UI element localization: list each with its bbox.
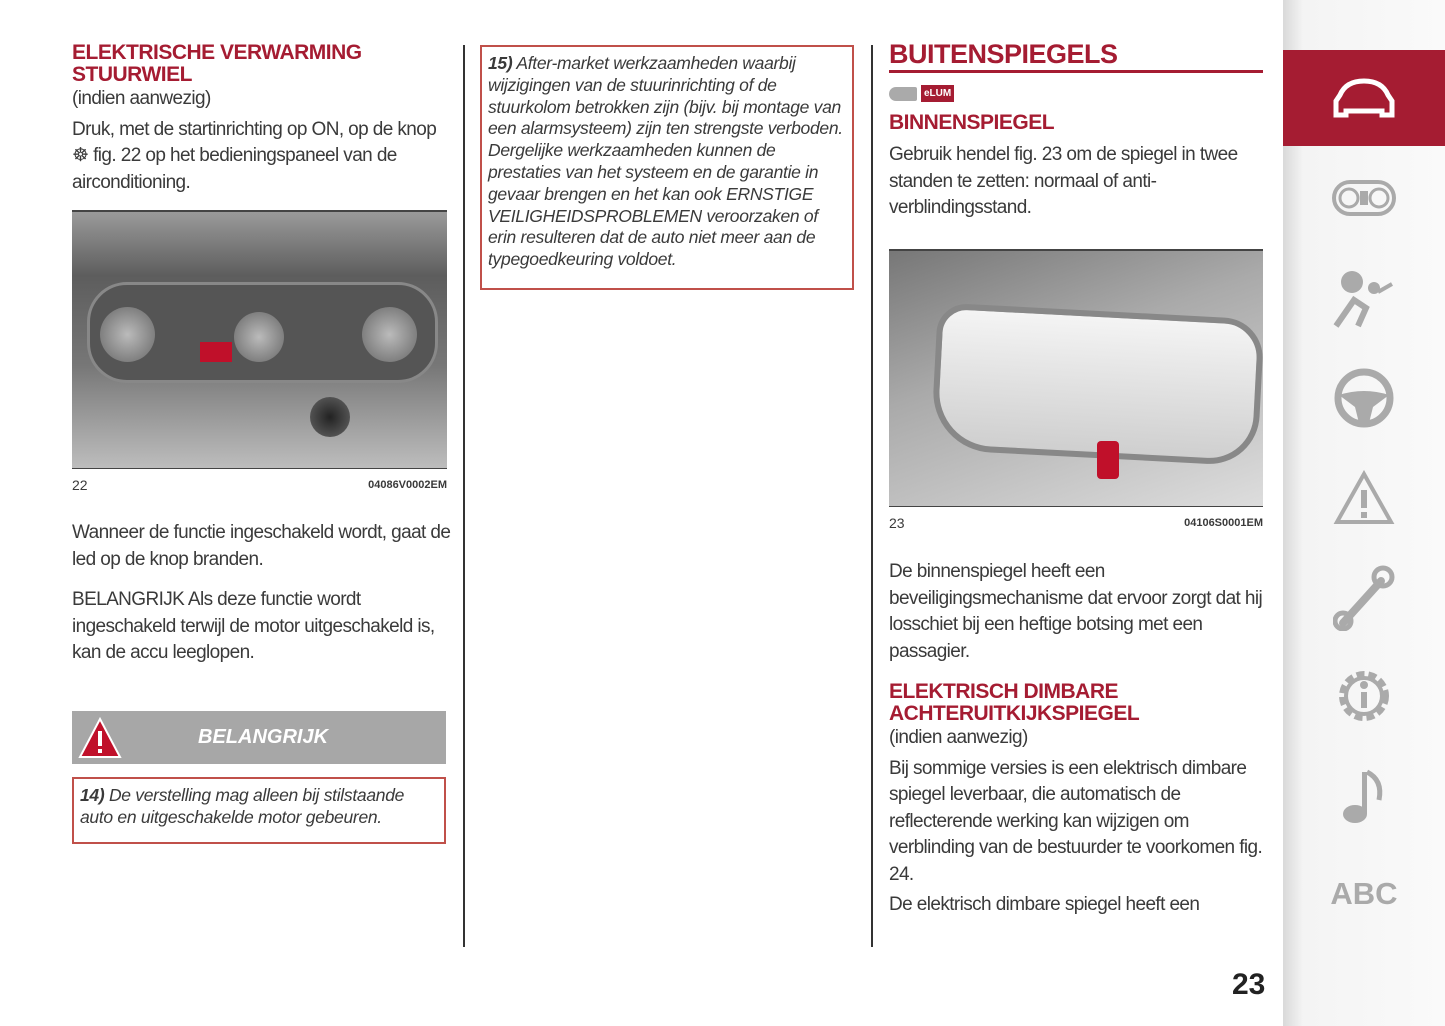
column-divider	[463, 45, 465, 947]
warning-icon	[1333, 470, 1395, 526]
figure-number: 23	[889, 515, 905, 531]
note-15	[480, 45, 854, 290]
sidebar-item-dashboard[interactable]	[1283, 150, 1445, 246]
chapter-sidebar	[1283, 0, 1445, 1026]
sidebar-item-emergency[interactable]	[1283, 450, 1445, 546]
warning-triangle-icon	[76, 715, 126, 761]
figure-caption	[72, 477, 447, 493]
subtitle: (indien aanwezig)	[889, 727, 1028, 748]
section-heading: ELEKTRISCHE VERWARMING STUURWIEL	[72, 41, 362, 86]
figure-number: 22	[72, 477, 88, 493]
figure-22-climate-panel	[72, 210, 447, 469]
paragraph: De binnenspiegel heeft een beveiligingsmechanisme dat ervoor zorgt dat hij losschiet bij een heftige botsing met een passagier.	[889, 561, 1263, 662]
note-number: 15)	[488, 53, 513, 73]
sidebar-item-driving[interactable]	[1283, 350, 1445, 446]
elum-reference	[889, 85, 1263, 102]
note-number: 14)	[80, 785, 105, 805]
sidebar-item-maintenance[interactable]	[1283, 550, 1445, 646]
text: Druk, met de startinrichting op ON, op de knop	[72, 118, 437, 140]
elum-badge[interactable]: eLUM	[921, 85, 954, 102]
note-14	[72, 777, 446, 844]
column-1-body	[72, 520, 452, 667]
paragraph: Gebruik hendel fig. 23 om de spiegel in twee standen te zetten: normaal of anti-verblindingsstand.	[889, 144, 1238, 218]
paragraph	[72, 117, 452, 197]
section-heading: ELEKTRISCH DIMBARE ACHTERUITKIJKSPIEGEL	[889, 680, 1140, 725]
paragraph: BELANGRIJK Als deze functie wordt ingeschakeld terwijl de motor uitgeschakeld is, kan de accu leeglopen.	[72, 589, 435, 663]
warning-banner	[72, 711, 446, 764]
paragraph: Bij sommige versies is een elektrisch dimbare spiegel leverbaar, die automatisch de reflecterende werking kan wijzigen om verblinding van de bestuurder te voorkomen fig. 24.	[889, 757, 1263, 885]
wrench-icon	[1333, 565, 1395, 631]
index-label: ABC	[1330, 876, 1398, 911]
sidebar-item-multimedia[interactable]	[1283, 748, 1445, 844]
sidebar-item-technical-data[interactable]	[1283, 648, 1445, 744]
mirror-lever	[1097, 441, 1119, 479]
heated-steering-wheel-icon: ☸	[72, 145, 89, 166]
paragraph: De elektrisch dimbare spiegel heeft een	[889, 894, 1200, 915]
airbag-icon	[1332, 268, 1396, 328]
note-text: After-market werkzaamheden waarbij wijzigingen van de stuurinrichting of de stuurkolom betrokken zijn (bijv. bij montage van een alarmsysteem) zijn ten strengste verboden. Dergelijke werkzaamheden kunnen de prestaties van het systeem en de garantie in gevaar brengen en het kan ook ERNSTIGE VEILIGHEIDSPROBLEMEN veroorzaken of erin resulteren dat de auto niet meer aan de typegoedkeuring voldoet.	[488, 53, 843, 270]
car-icon	[1332, 75, 1396, 121]
subtitle: (indien aanwezig)	[72, 88, 211, 109]
heated-wheel-button	[200, 342, 232, 362]
column-3	[889, 40, 1263, 222]
page-number: 23	[1232, 968, 1266, 1001]
figure-code: 04106S0001EM	[1184, 517, 1263, 529]
gear-info-icon	[1333, 665, 1395, 727]
section-heading: BINNENSPIEGEL	[889, 111, 1055, 134]
paragraph: Wanneer de functie ingeschakeld wordt, gaat de led op de knop branden.	[72, 522, 451, 570]
steering-wheel-icon	[1333, 367, 1395, 429]
pointing-hand-icon	[889, 87, 917, 101]
warning-label: BELANGRIJK	[198, 726, 329, 748]
sidebar-item-index[interactable]	[1283, 846, 1445, 942]
sidebar-item-safety[interactable]	[1283, 250, 1445, 346]
instrument-cluster-icon	[1331, 176, 1397, 220]
column-1	[72, 42, 452, 196]
figure-23-rearview-mirror	[889, 249, 1263, 507]
sidebar-item-vehicle[interactable]	[1283, 50, 1445, 146]
text: fig. 22 op het bedieningspaneel van de airconditioning.	[72, 145, 397, 193]
music-note-icon	[1339, 766, 1389, 826]
note-text: De verstelling mag alleen bij stilstaande auto en uitgeschakelde motor gebeuren.	[80, 785, 405, 827]
figure-caption	[889, 515, 1263, 531]
figure-code: 04086V0002EM	[368, 479, 447, 491]
column-divider	[871, 45, 873, 947]
column-3-body	[889, 559, 1267, 919]
page-section-title: BUITENSPIEGELS	[889, 40, 1263, 73]
